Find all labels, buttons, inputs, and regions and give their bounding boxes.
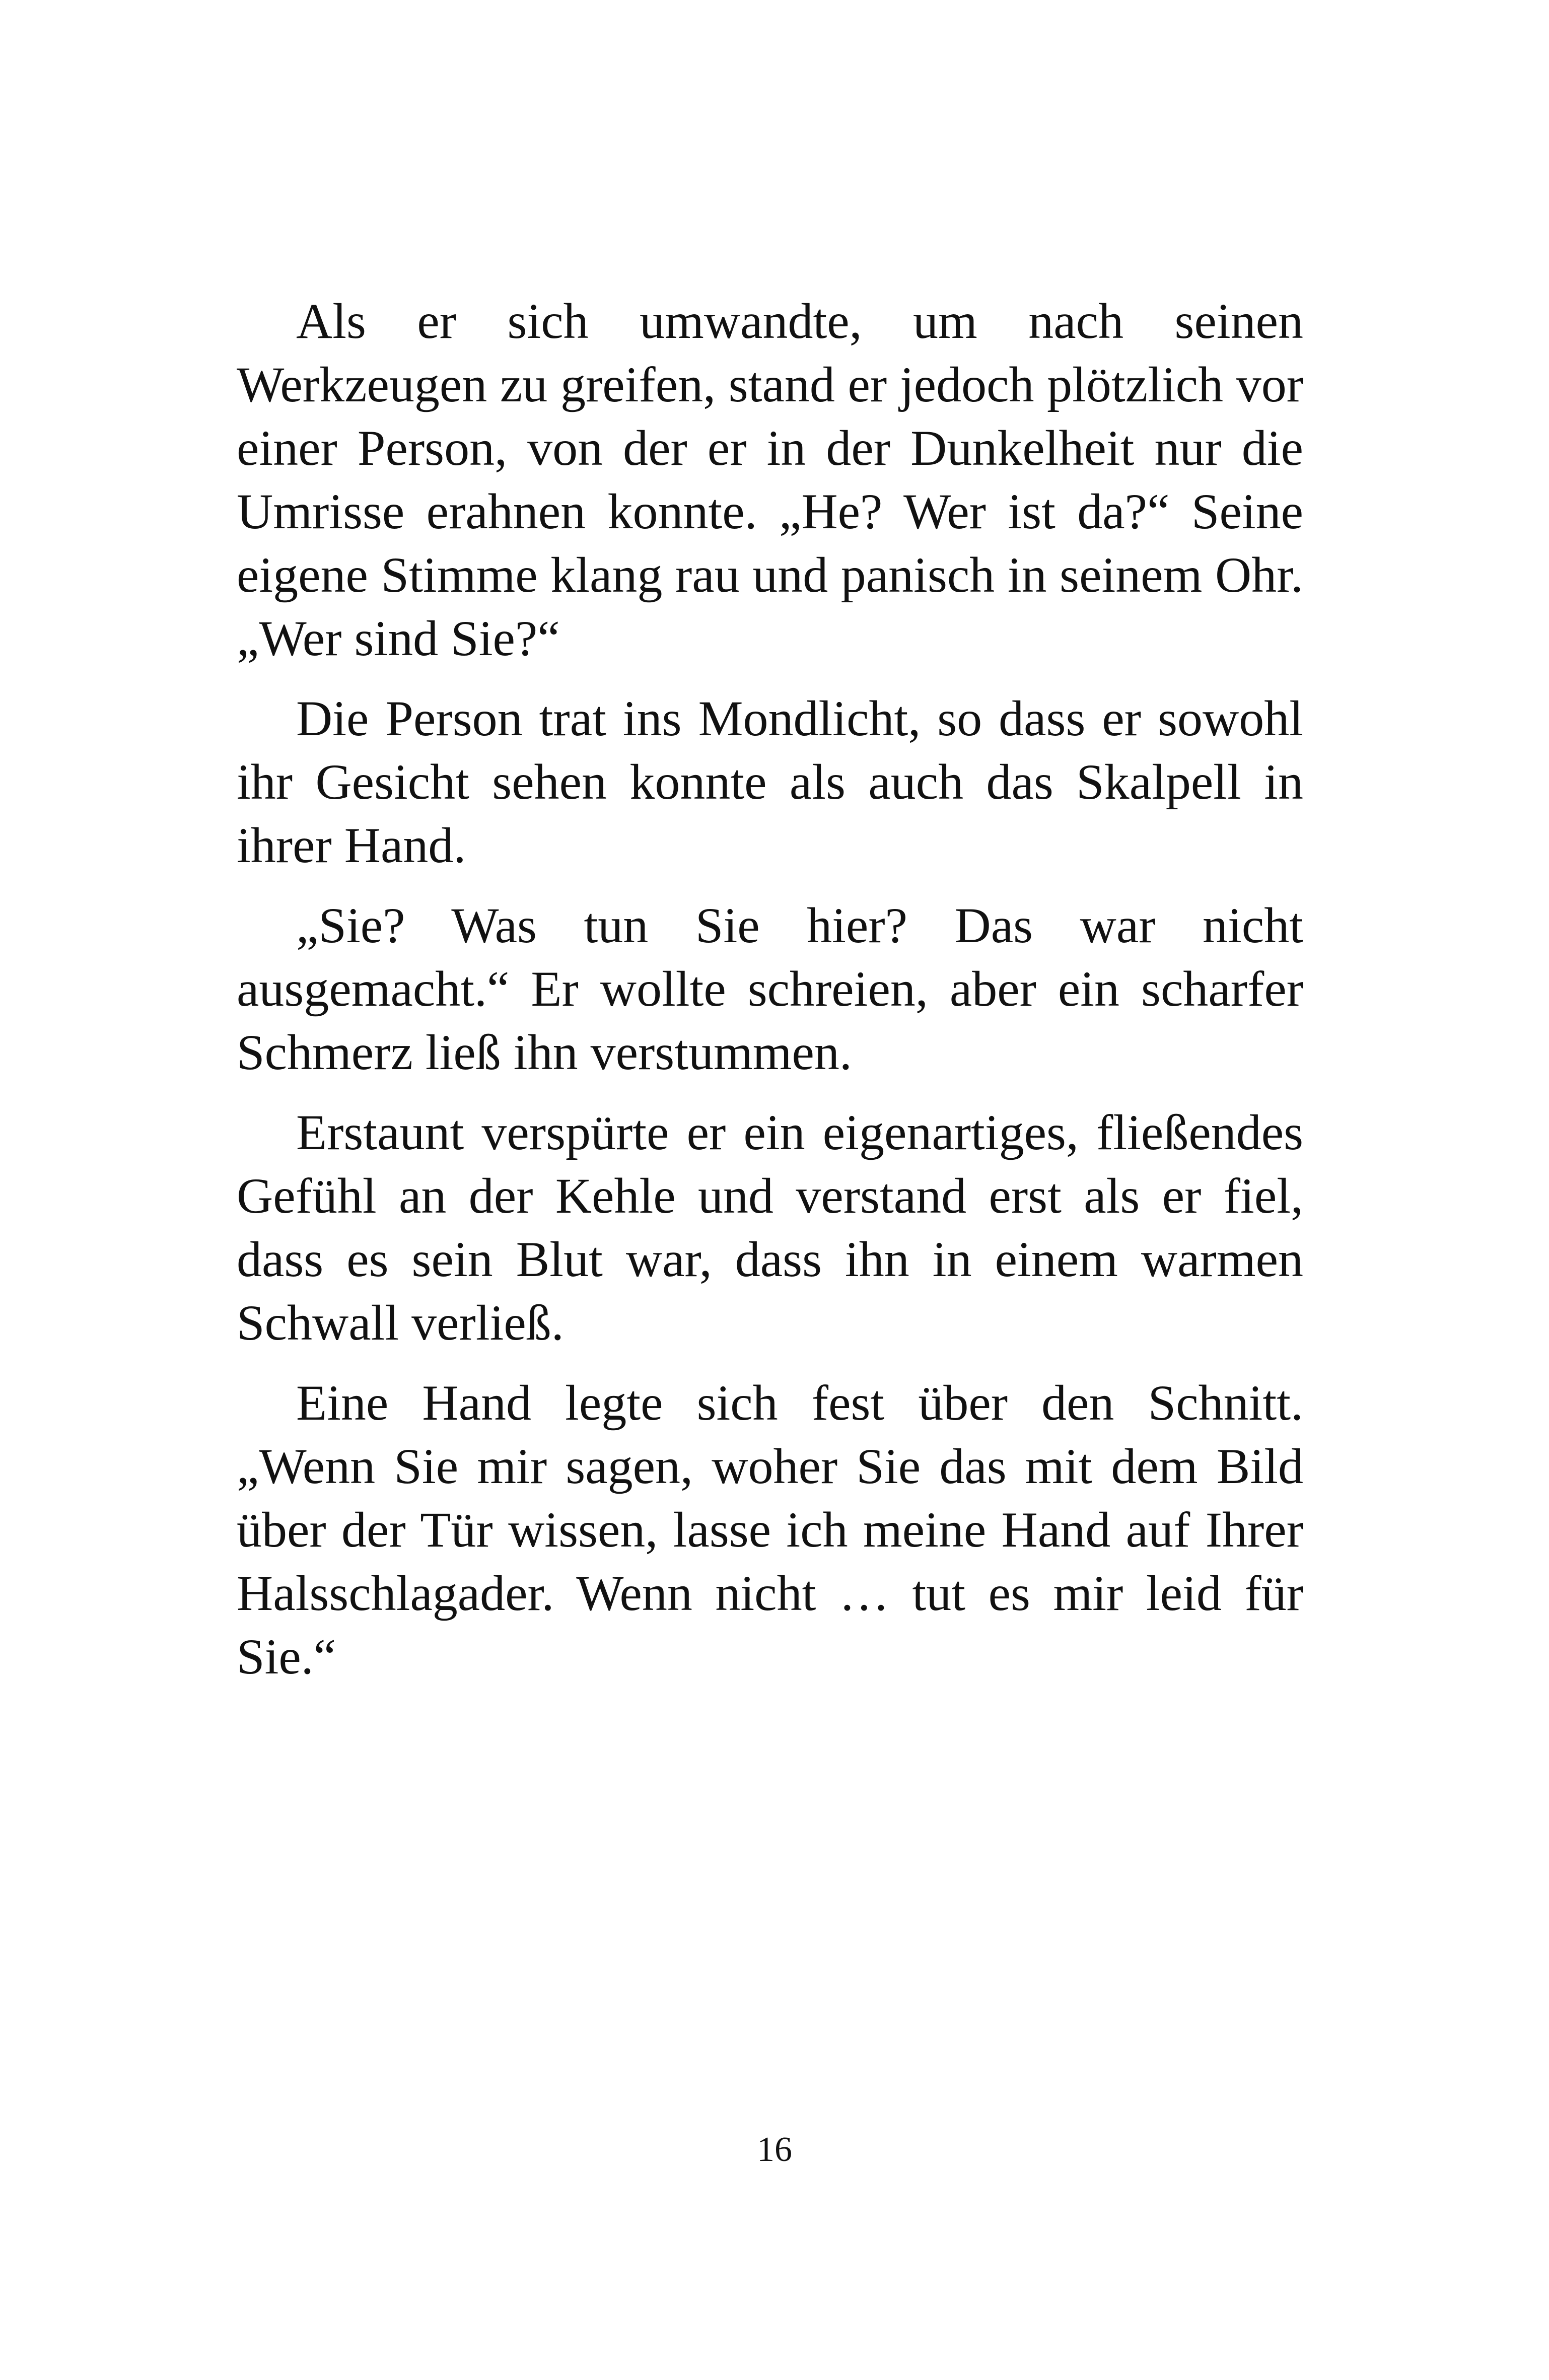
body-text bbox=[237, 290, 1303, 1705]
paragraph: Die Person trat ins Mondlicht, so dass er sowohl ihr Gesicht sehen konnte als auch das Skalpell in ihrer Hand. bbox=[237, 690, 1303, 873]
paragraph: Eine Hand legte sich fest über den Schnitt. „Wenn Sie mir sagen, woher Sie das mit dem Bild über der Tür wissen, lasse ich meine Hand auf Ihrer Halsschlagader. Wenn nicht … tut es mir leid für Sie.“ bbox=[237, 1375, 1303, 1685]
page-number: 16 bbox=[757, 2130, 792, 2169]
paragraph: Als er sich umwandte, um nach seinen Werkzeugen zu greifen, stand er jedoch plötzlich vor einer Person, von der er in der Dunkelheit nur die Umrisse erahnen konnte. „He? Wer ist da?“ Seine eigene Stimme klang rau und panisch in seinem Ohr. „Wer sind Sie?“ bbox=[237, 293, 1303, 666]
paragraph: Erstaunt verspürte er ein eigenartiges, fließendes Gefühl an der Kehle und verstand erst als er fiel, dass es sein Blut war, dass ihn in einem warmen Schwall verließ. bbox=[237, 1104, 1303, 1351]
paragraph: „Sie? Was tun Sie hier? Das war nicht ausgemacht.“ Er wollte schreien, aber ein scharfer Schmerz ließ ihn verstummen. bbox=[237, 897, 1303, 1080]
